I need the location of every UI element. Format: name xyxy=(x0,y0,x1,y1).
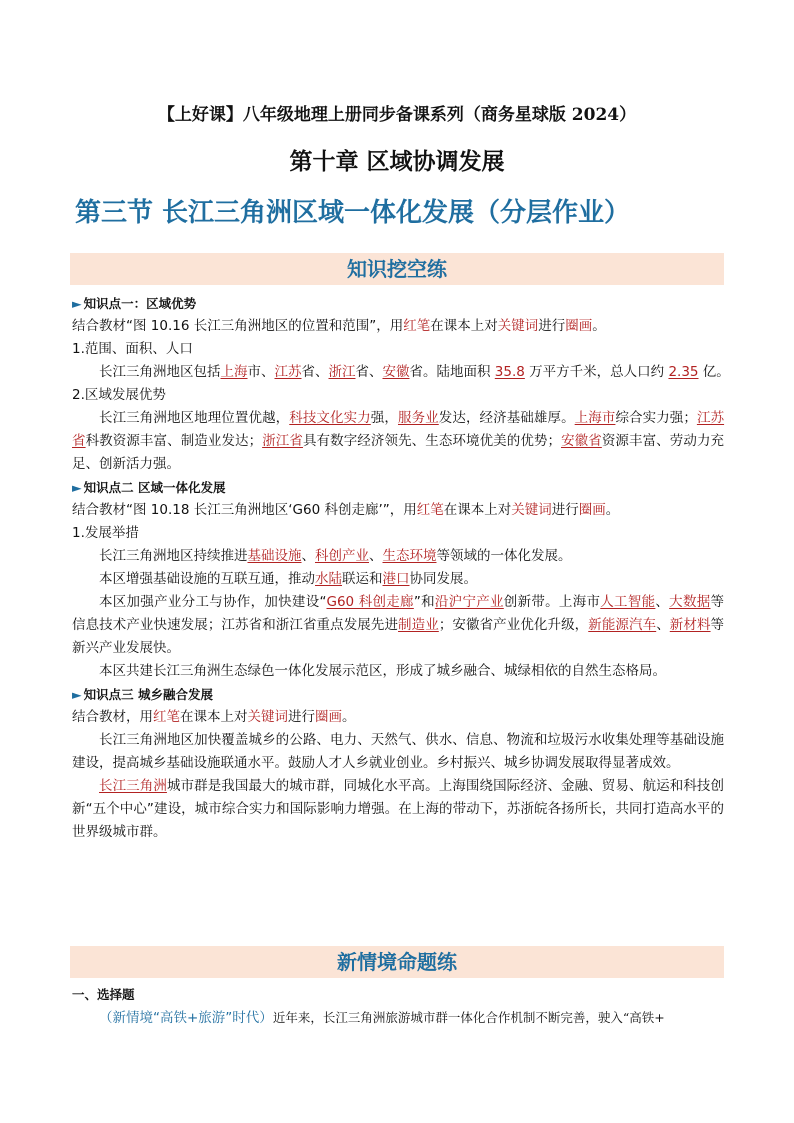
section-band-knowledge: 知识挖空练 xyxy=(70,253,724,285)
question-1-stem: （新情境“高铁+旅游”时代）近年来，长江三角洲旅游城市群一体化合作机制不断完善，驶入“高铁+ xyxy=(99,1010,665,1026)
kp2-subheading-measures: 1.发展举措 xyxy=(72,525,139,541)
triangle-bullet-icon: ► xyxy=(72,296,82,311)
kp1-instruction: 结合教材“图 10.16 长江三角洲地区的位置和范围”，用红笔在课本上对关键词进行圈画。 xyxy=(72,318,606,334)
kp3-paragraph-1: 长江三角洲地区加快覆盖城乡的公路、电力、天然气、供水、信息、物流和垃圾污水收集处理等基础设施建设，提高城乡基础设施联通水平。鼓励人才人乡就业创业。乡村振兴、城乡协调发展取得显著成效。 xyxy=(72,732,724,771)
kp2-paragraph-3: 本区加强产业分工与协作，加快建设“G60 科创走廊”和沿沪宁产业创新带。上海市人工智能、大数据等信息技术产业快速发展；江苏省和浙江省重点发展先进制造业；安徽省产业优化升级，新能源汽车、新材料等新兴产业发展快。 xyxy=(72,594,725,656)
kp2-paragraph-1: 长江三角洲地区持续推进基础设施、科创产业、生态环境等领域的一体化发展。 xyxy=(99,548,572,564)
chapter-title: 第十章 区域协调发展 xyxy=(289,148,505,175)
triangle-bullet-icon: ► xyxy=(72,480,82,495)
triangle-bullet-icon: ► xyxy=(72,687,82,702)
knowledge-point-2-heading: ► 知识点二 区域一体化发展 xyxy=(72,480,226,495)
kp3-paragraph-2: 长江三角洲城市群是我国最大的城市群，同城化水平高。上海围绕国际经济、金融、贸易、航运和科技创新“五个中心”建设，城市综合实力和国际影响力增强。在上海的带动下，苏浙皖各扬所长，共同打造高水平的世界级城市群。 xyxy=(72,778,725,840)
knowledge-point-3-heading: ► 知识点三 城乡融合发展 xyxy=(72,687,213,702)
exercise-content xyxy=(72,983,724,1030)
knowledge-content xyxy=(72,292,730,844)
section-band-new-context: 新情境命题练 xyxy=(70,946,724,978)
kp2-paragraph-2: 本区增强基础设施的互联互通，推动水陆联运和港口协同发展。 xyxy=(99,571,477,587)
kp3-instruction: 结合教材，用红笔在课本上对关键词进行圈画。 xyxy=(72,709,356,725)
kp1-paragraph-scope: 长江三角洲地区包括上海市、江苏省、浙江省、安徽省。陆地面积 35.8 万平方千米，总人口约 2.35 亿。 xyxy=(99,364,730,380)
part-1-heading: 一、选择题 xyxy=(72,987,135,1002)
kp1-paragraph-advantages: 长江三角洲地区地理位置优越，科技文化实力强，服务业发达，经济基础雄厚。上海市综合实力强；江苏省科教资源丰富、制造业发达；浙江省具有数字经济领先、生态环境优美的优势；安徽省资源丰富、劳动力充足、创新活力强。 xyxy=(72,410,725,472)
kp2-paragraph-4: 本区共建长江三角洲生态绿色一体化发展示范区，形成了城乡融合、城绿相依的自然生态格局。 xyxy=(99,663,666,679)
section-title: 第三节 长江三角洲区域一体化发展（分层作业） xyxy=(75,198,631,228)
kp1-subheading-advantages: 2.区域发展优势 xyxy=(72,387,166,403)
kp1-subheading-scope: 1.范围、面积、人口 xyxy=(72,341,193,357)
series-title: 【上好课】八年级地理上册同步备课系列（商务星球版 2024） xyxy=(157,105,637,125)
knowledge-point-1-heading: ► 知识点一：区域优势 xyxy=(72,296,197,311)
kp2-instruction: 结合教材“图 10.18 长江三角洲地区‘G60 科创走廊’”，用红笔在课本上对关键词进行圈画。 xyxy=(72,502,620,518)
